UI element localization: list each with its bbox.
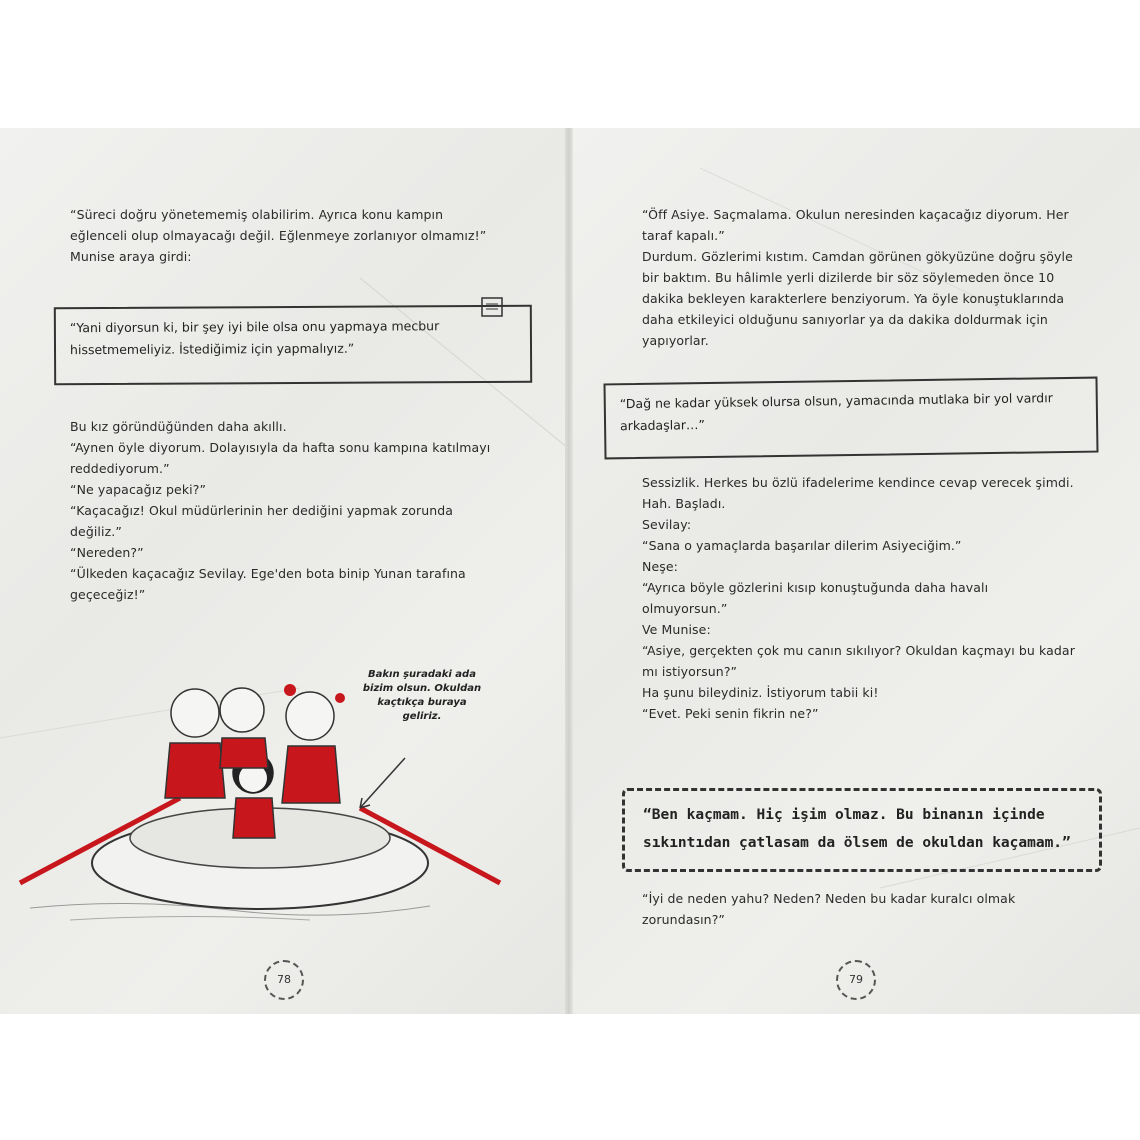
right-para-4: Sevilay: [642, 517, 692, 532]
left-quote-box [54, 305, 532, 386]
right-para-9: “Asiye, gerçekten çok mu canın sıkılıyor? Okuldan kaçmayı bu kadar mı istiyorsun?” [642, 643, 1075, 679]
left-para-3: Bu kız göründüğünden daha akıllı. [70, 419, 287, 434]
right-para-6: Neşe: [642, 559, 678, 574]
left-page-number: 78 [264, 960, 304, 1000]
left-quote-text: “Yani diyorsun ki, bir şey iyi bile olsa onu yapmaya mecbur hissetmemeliyiz. İstediğimiz için yapmalıyız.” [69, 318, 440, 358]
right-para-8: Ve Munise: [642, 622, 711, 637]
right-dashed-quote-text: “Ben kaçmam. Hiç işim olmaz. Bu binanın içinde sıkıntıdan çatlasam da ölsem de okuldan kaçamam.” [643, 807, 1071, 851]
left-para-6: “Kaçacağız! Okul müdürlerinin her dediğini yapmak zorunda değiliz.” [70, 503, 454, 539]
right-text-block-1 [642, 204, 1076, 351]
right-text-block-2 [642, 472, 1076, 724]
right-para-12: “İyi de neden yahu? Neden? Neden bu kadar kuralcı olmak zorundasın?” [642, 891, 1016, 927]
paperclip-doodle [474, 292, 514, 332]
left-para-4: “Aynen öyle diyorum. Dolayısıyla da hafta sonu kampına katılmayı reddediyorum.” [70, 440, 491, 476]
left-text-block-2 [70, 416, 498, 605]
right-para-10: Ha şunu bileydiniz. İstiyorum tabii ki! [642, 685, 879, 700]
book-gutter [565, 128, 573, 1014]
left-para-7: “Nereden?” [70, 545, 144, 560]
right-para-11: “Evet. Peki senin fikrin ne?” [642, 706, 819, 721]
left-para-5: “Ne yapacağız peki?” [70, 482, 207, 497]
left-para-2: Munise araya girdi: [70, 249, 192, 264]
right-para-1: “Öff Asiye. Saçmalama. Okulun neresinden kaçacağız diyorum. Her taraf kapalı.” [642, 207, 1069, 243]
right-page-number: 79 [836, 960, 876, 1000]
speech-bubble-text: Bakın şuradaki ada bizim olsun. Okuldan kaçtıkça buraya geliriz. [362, 669, 482, 722]
right-quote-box [603, 377, 1098, 460]
left-para-8: “Ülkeden kaçacağız Sevilay. Ege'den bota binip Yunan tarafına geçeceğiz!” [70, 566, 466, 602]
right-dashed-quote [622, 788, 1102, 872]
right-para-7: “Ayrıca böyle gözlerini kısıp konuştuğunda daha havalı olmuyorsun.” [642, 580, 989, 616]
right-quote-text: “Dağ ne kadar yüksek olursa olsun, yamacında mutlaka bir yol vardır arkadaşlar…” [619, 390, 1053, 434]
left-para-1: “Süreci doğru yönetememiş olabilirim. Ayrıca konu kampın eğlenceli olup olmayacağı değil. Eğlenmeye zorlanıyor olmamız!” [70, 207, 487, 243]
right-text-block-3 [642, 888, 1076, 930]
right-para-5: “Sana o yamaçlarda başarılar dilerim Asiyeciğim.” [642, 538, 962, 553]
left-text-block-1 [70, 204, 498, 267]
book-spread [0, 128, 1140, 1014]
right-para-2: Durdum. Gözlerimi kıstım. Camdan görünen gökyüzüne doğru şöyle bir baktım. Bu hâlimle yerli dizilerde bir söz söylemeden önce 10 dakika bekleyen karakterlere benziyorum. Ya öyle konuştuklarında daha etkileyici olduğunu sanıyorlar ya da dakika doldurmak için yapıyorlar. [642, 249, 1073, 348]
right-para-3: Sessizlik. Herkes bu özlü ifadelerime kendince cevap verecek şimdi. Hah. Başladı. [642, 475, 1074, 511]
